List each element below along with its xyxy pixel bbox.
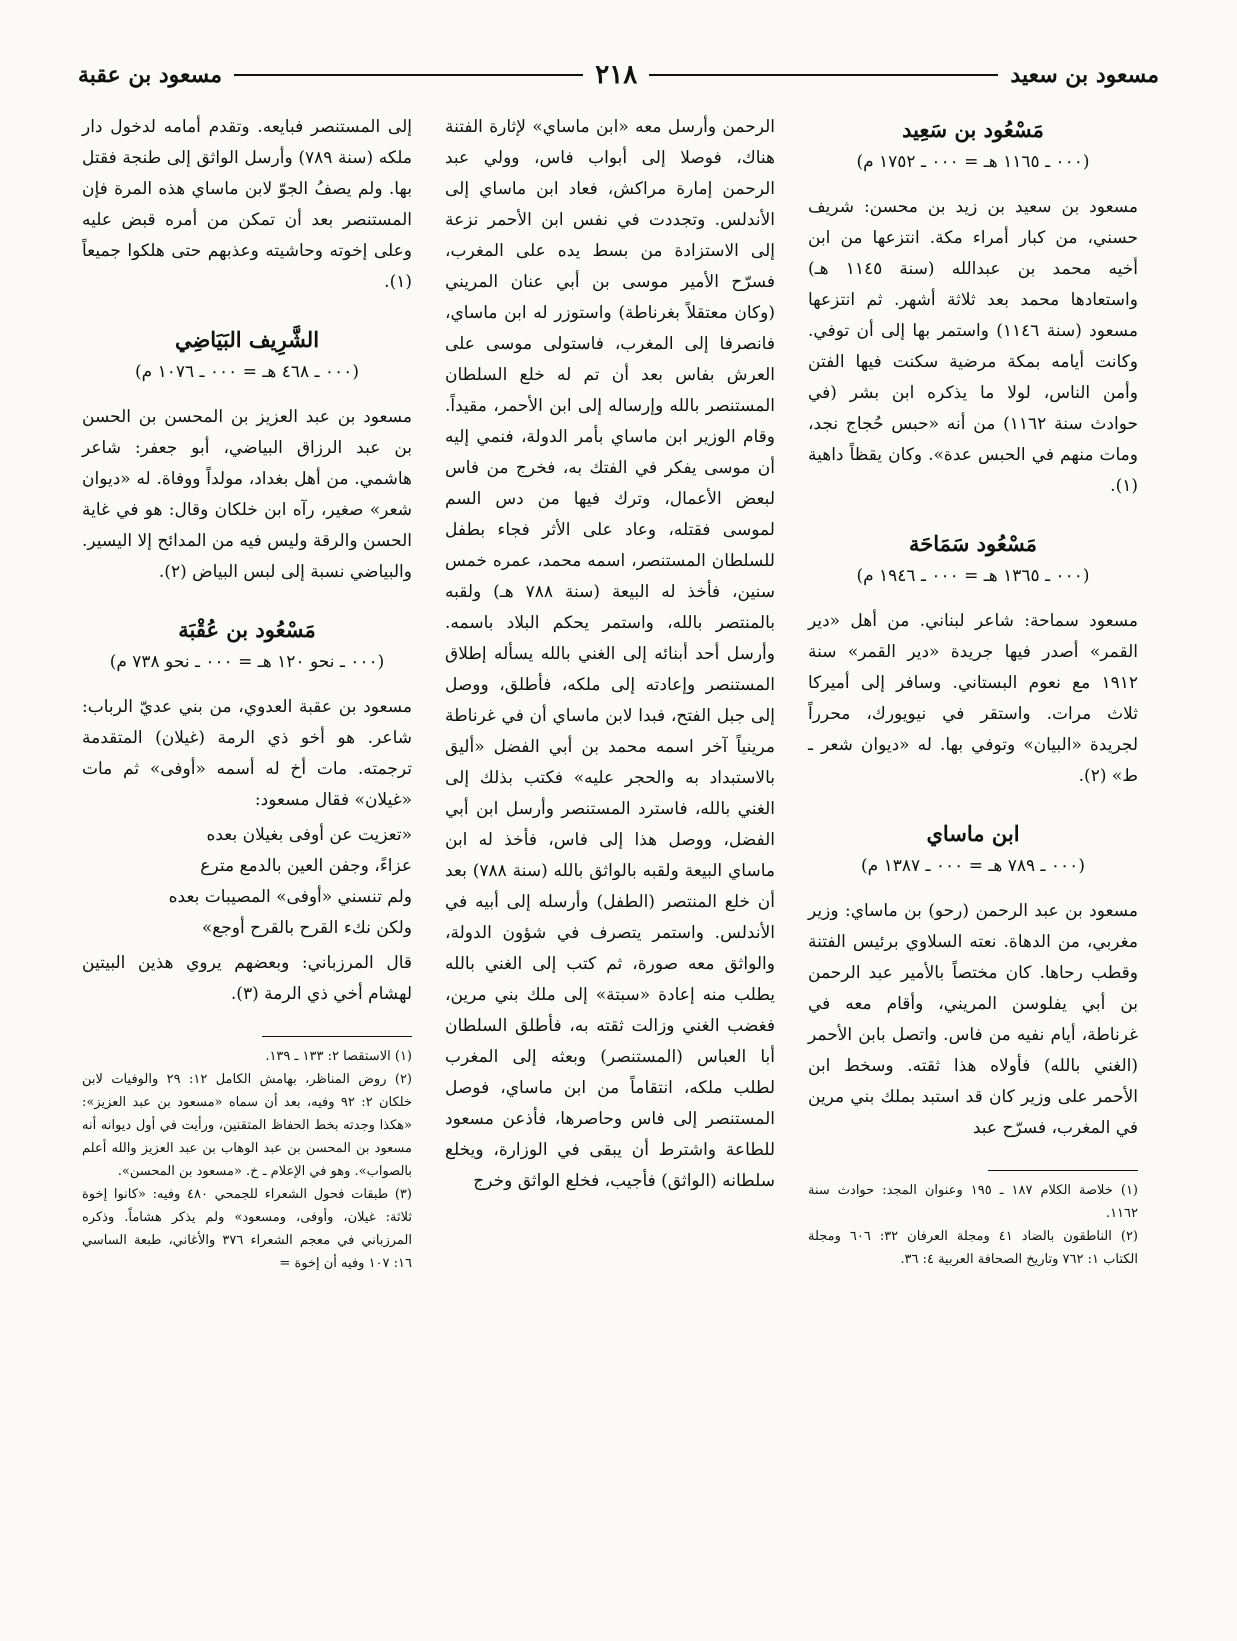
continued-text: إلى المستنصر فبايعه. وتقدم أمامه لدخول دار ملكه (سنة ٧٨٩) وأرسل الواثق إلى طنجة فقتل بها. ولم يصفُ الجوّ لابن ماساي هذه المرة فإن المستنصر بعد أن تمكن من أمره قبض عليه وعلى إخوته وحاشيته وعذبهم حتى هلكوا جميعاً (١). <box>82 117 412 292</box>
header-rule-left <box>234 74 583 76</box>
page-number: ٢١٨ <box>595 60 638 90</box>
entry-text: مسعود بن عقبة العدوي، من بني عديّ الرباب: شاعر. هو أخو ذي الرمة (غيلان) المتقدمة ترجمته. مات أخ له أسمه «أوفى» ثم مات «غيلان» فقال مسعود: <box>82 697 412 810</box>
entry-title: مَسْعُود سَمَاحَة <box>909 531 1037 556</box>
entry-text: قال المرزباني: وبعضهم يروي هذين البيتين لهشام أخي ذي الرمة (٣). <box>82 953 412 1004</box>
footnotes <box>808 1179 1138 1271</box>
poem-line: ولكن نكء القرح بالقرح أوجع» <box>201 918 412 938</box>
footnote: (٢) الناطقون بالضاد ٤١ ومجلة العرفان ٣٢: ٦٠٦ ومجلة الكتاب ١: ٧٦٢ وتاريخ الصحافة العربية ٤: ٣٦. <box>808 1229 1138 1267</box>
entry-text: مسعود سماحة: شاعر لبناني. من أهل «دير القمر» أصدر فيها جريدة «دير القمر» سنة ١٩١٢ مع نعوم البستاني. وسافر إلى أميركا ثلاث مرات. واستقر في نيويورك، محرراً لجريدة «البيان» وتوفي بها. له «ديوان شعر ـ ط» (٢). <box>808 611 1138 786</box>
entry-text: مسعود بن عبد الرحمن (رحو) بن ماساي: وزير مغربي، من الدهاة. نعته السلاوي برئيس الفتنة وقطب رحاها. كان مختصاً بالأمير عبد الرحمن بن أبي يفلوسن المريني، وأقام معه في غرناطة، أيام نفيه من فاس. واتصل بابن الأحمر (الغني بالله) فأولاه هذا ثقته. وسخط ابن الأحمر على وزير كان قد استبد بملك بني مرين في المغرب، فسرّح عبد <box>808 901 1138 1138</box>
column-middle <box>445 112 775 1223</box>
entry-title: الشَّرِيف البَيَاضِي <box>174 327 320 352</box>
header-rule-right <box>649 74 998 76</box>
footnote: (١) خلاصة الكلام ١٨٧ ـ ١٩٥ وعنوان المجد: حوادث سنة ١١٦٢. <box>808 1183 1138 1221</box>
poem-line: ولم تنسني «أوفى» المصيبات بعده <box>168 887 412 907</box>
entry-text: مسعود بن عبد العزيز بن المحسن بن الحسن بن عبد الرزاق البياضي، أبو جعفر: شاعر هاشمي. من أهل بغداد، مولداً ووفاة. له «ديوان شعر» صغير، رآه ابن خلكان وقال: هو في غاية الحسن والرقة وليس فيه من المدائح إلا اليسير. والبياضي نسبة إلى لبس البياض (٢). <box>82 407 412 582</box>
footnote: (٣) طبقات فحول الشعراء للجمحي ٤٨٠ وفيه: «كانوا إخوة ثلاثة: غيلان، وأوفى، ومسعود» ولم يذكر هشاماً. وذكره المرزباني في معجم الشعراء ٣٧٦ والأغاني، طبعة الساسي ١٦: ١٠٧ وفيه أن إخوة = <box>82 1187 412 1271</box>
entry-dates: (٠٠٠ ـ ١١٦٥ هـ = ٠٠٠ ـ ١٧٥٢ م) <box>856 152 1090 172</box>
entry-title: ابن ماساي <box>926 821 1020 846</box>
page-header <box>78 58 1159 92</box>
footnote-rule <box>988 1170 1138 1171</box>
entry-dates: (٠٠٠ ـ ٤٦٨ هـ = ٠٠٠ ـ ١٠٧٦ م) <box>135 362 359 382</box>
footnote: (٢) روض المناظر، بهامش الكامل ١٢: ٢٩ والوفيات لابن خلكان ٢: ٩٢ وفيه، بعد أن سماه «مسعود بن عبد العزيز»: «هكذا وجدته بخط الحفاظ المتقنين، ورأيت في أول ديوانه أنه مسعود بن المحسن بن عبد الوهاب بن عبد العزيز والله أعلم بالصواب». وهو في الإعلام ـ خ. «مسعود بن المحسن». <box>82 1072 412 1179</box>
header-right-title: مسعود بن سعيد <box>1010 62 1159 88</box>
entry-title: مَسْعُود بن سَعِيد <box>902 117 1044 142</box>
entry-dates: (٠٠٠ ـ ١٣٦٥ هـ = ٠٠٠ ـ ١٩٤٦ م) <box>856 566 1090 586</box>
entry-dates: (٠٠٠ ـ ٧٨٩ هـ = ٠٠٠ ـ ١٣٨٧ م) <box>861 856 1085 876</box>
footnote-rule <box>262 1036 412 1037</box>
poem-line: «تعزيت عن أوفى بغيلان بعده <box>206 825 412 845</box>
poem-line: عزاءً، وجفن العين بالدمع مترع <box>200 856 412 876</box>
entry-dates: (٠٠٠ ـ نحو ١٢٠ هـ = ٠٠٠ ـ نحو ٧٣٨ م) <box>109 652 385 672</box>
continued-text: الرحمن وأرسل معه «ابن ماساي» لإثارة الفتنة هناك، فوصلا إلى أبواب فاس، وولي عبد الرحمن إمارة مراكش، فعاد ابن ماساي إلى الأندلس. وتجددت في نفس ابن الأحمر نزعة إلى الاستزادة من بسط يده على المغرب، فسرّح الأمير موسى بن أبي عنان المريني (وكان معتقلاً بغرناطة) واستوزر له ابن ماساي، فانصرفا إلى المغرب، فاستولى موسى على العرش بفاس بعد أن تم له خلع السلطان المستنصر بالله وإرساله إلى ابن الأحمر، مقيداً. وقام الوزير ابن ماساي بأمر الدولة، فنمي إليه أن موسى يفكر في الفتك به، فخرج من فاس لبعض الأعمال، وترك فيها من دس السم لموسى فقتله، وعاد على الأثر فجاء بطفل للسلطان المستنصر، اسمه محمد، عمره خمس سنين، فأخذ له البيعة (سنة ٧٨٨ هـ) ولقبه بالمنتصر بالله، واستمر يحكم البلاد باسمه. وأرسل أحد أبنائه إلى الغني بالله يسأله إطلاق المستنصر وإعادته إلى ملكه، فأطلق، ووصل إلى جبل الفتح، فبدا لابن ماساي أن في غرناطة مرينياً آخر اسمه محمد بن أبي الفضل «أليق بالاستبداد به والحجر عليه» فكتب بذلك إلى الغني بالله، فاسترد المستنصر وأرسل ابن أبي الفضل، ووصل هذا إلى فاس، فأخذ له ابن ماساي البيعة ولقبه بالواثق بالله (سنة ٧٨٨) بعد أن خلع المنتصر (الطفل) وأرسله إلى أبيه في الأندلس. واستمر يتصرف في شؤون الدولة، والواثق معه صورة، ثم كتب إلى الغني بالله يطلب منه إعادة «سبتة» إلى ملك بني مرين، فغضب الغني وزالت ثقته به، فأطلق السلطان أبا العباس (المستنصر) وبعثه إلى المغرب لطلب ملكه، انتقاماً من ابن ماساي، فوصل المستنصر إلى فاس وحاصرها، فأذعن مسعود للطاعة واشترط أن يبقى في الوزارة، ويخلع سلطانه (الواثق) فأجيب، فخلع الواثق وخرج <box>445 117 775 1191</box>
footnote: (١) الاستقصا ٢: ١٣٣ ـ ١٣٩. <box>265 1049 412 1064</box>
entry-text: مسعود بن سعيد بن زيد بن محسن: شريف حسني، من كبار أمراء مكة. انتزعها من ابن أخيه محمد بن عبدالله (سنة ١١٤٥ هـ) واستعادها محمد بعد ثلاثة أشهر. ثم انتزعها مسعود (سنة ١١٤٦) واستمر بها إلى أن توفي. وكانت أيامه بمكة مرضية سكنت فيها الفتن وأمن الناس، لولا ما يذكره ابن بشر (في حوادث سنة ١١٦٢) من أنه «حبس حُجاج نجد، ومات منهم في الحبس عدة». وكان يقظاً داهية (١). <box>808 197 1138 496</box>
entry-title: مَسْعُود بن عُقْبَة <box>178 617 316 642</box>
header-left-title: مسعود بن عقبة <box>78 62 223 88</box>
column-left <box>82 112 412 1275</box>
poem <box>82 820 412 944</box>
footnotes <box>82 1045 412 1275</box>
column-right <box>808 112 1138 1271</box>
